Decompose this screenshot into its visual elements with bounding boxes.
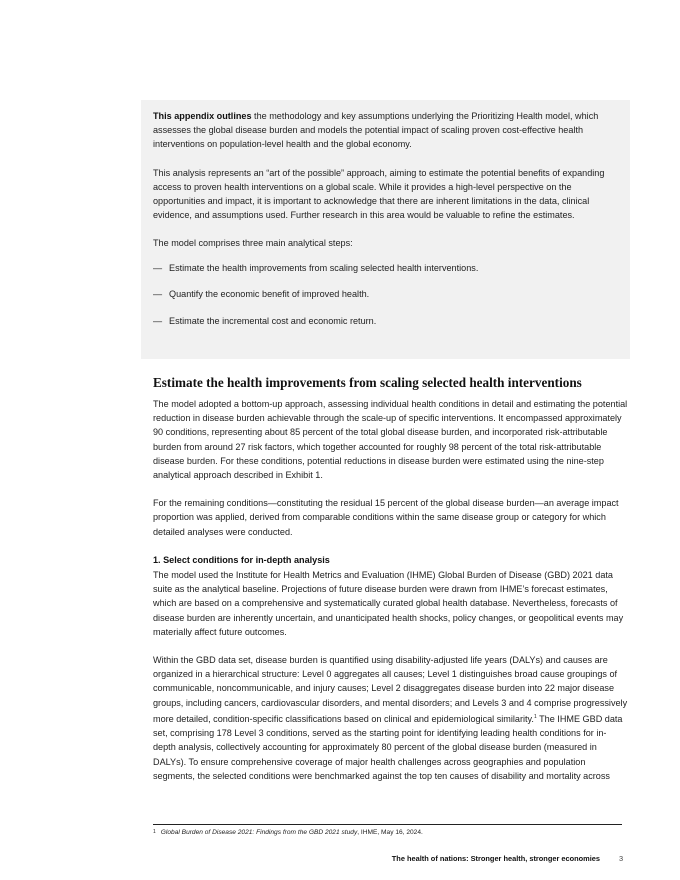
page-number: 3 (619, 854, 624, 863)
running-footer-title: The health of nations: Stronger health, stronger economies (391, 854, 600, 863)
subsection-heading: 1. Select conditions for in-depth analysis (153, 554, 330, 565)
intro-paragraph-2: This analysis represents an “art of the possible” approach, aiming to estimate the potential benefits of expanding access to proven health interventions on a global scale. While it provides a high-level perspective on the opportunities and impact, it is important to acknowledge that there are inherent limitations in the data, clinical evidence, and assumptions used. Further research in this area would be valuable to refine the estimates. (153, 167, 605, 221)
analytical-steps-list (153, 261, 618, 329)
main-body (153, 374, 628, 783)
footnote-source-rest: , IHME, May 16, 2024. (357, 829, 423, 836)
dash-bullet: — (153, 316, 163, 327)
footnote-marker: 1 (153, 829, 156, 835)
body-paragraph-2: For the remaining conditions—constituting the residual 15 percent of the global disease burden—an average impact proportion was applied, derived from comparable conditions within the same disease group or category for which detailed analyses were conducted. (153, 498, 619, 537)
dash-bullet: — (153, 262, 163, 273)
list-item-text: Quantify the economic benefit of improved health. (169, 289, 370, 300)
intro-lead-rest: the methodology and key assumptions underlying the Prioritizing Health model, which assesses the global disease burden and models the potential impact of scaling proven cost-effective health interventions on population-level health and the global economy. (153, 111, 599, 150)
body-paragraph-1: The model adopted a bottom-up approach, assessing individual health conditions in detail and estimating the potential reduction in disease burden achievable through the scale-up of specific interventions. It encompassed approximately 90 conditions, representing about 85 percent of the total global disease burden, and incorporated risk-attributable burden from around 27 risk factors, which together accounted for roughly 98 percent of the total risk-attributable disease burden. For these conditions, potential reductions in disease burden were estimated using the nine-step analytical approach described in Exhibit 1. (153, 399, 628, 481)
list-item (153, 287, 618, 301)
footnote-reference[interactable]: 1 (533, 713, 537, 720)
dash-bullet: — (153, 289, 163, 300)
appendix-intro-box (141, 100, 630, 359)
list-item (153, 314, 618, 328)
section-heading: Estimate the health improvements from scaling selected health interventions (153, 375, 582, 390)
intro-lead-bold: This appendix outlines (153, 111, 252, 121)
footnote (153, 828, 623, 837)
body-paragraph-3: The model used the Institute for Health Metrics and Evaluation (IHME) Global Burden of Disease (GBD) 2021 data suite as the analytical baseline. Projections of future disease burden were drawn from IHME’s forecast estimates, which are based on a comprehensive and systematically curated global health database. Nevertheless, forecasts of disease burden are inherently uncertain, and unanticipated health shocks, policy changes, or geopolitical events may materially affect future outcomes. (153, 570, 624, 637)
body-paragraph-4-part2: The IHME GBD data set, comprising 178 Level 3 conditions, served as the starting point for identifying leading health conditions for in-depth analysis, collectively accounting for approximately 80 percent of the global disease burden (measured in DALYs). To ensure comprehensive coverage of major health challenges across geographies and population segments, the selected conditions were benchmarked against the top ten causes of disability and mortality across (153, 713, 623, 781)
list-item (153, 261, 618, 275)
list-item-text: Estimate the incremental cost and economic return. (169, 316, 377, 327)
body-paragraph-4-part1: Within the GBD data set, disease burden is quantified using disability-adjusted life years (DALYs) and causes are organized in a hierarchical structure: Level 0 aggregates all causes; Level 1 distinguishes broad cause groupings of communicable, noncommunicable, and injury causes; Level 2 disaggregates disease burden into 22 major disease groups, including cancers, cardiovascular disorders, and mental disorders; and Levels 3 and 4 comprise progressively more detailed, condition-specific classifications based on clinical and epidemiological similarity. (153, 655, 628, 724)
footnote-divider (153, 824, 622, 825)
intro-paragraph (153, 109, 618, 152)
body-paragraph-4 (153, 653, 628, 783)
intro-paragraph-3: The model comprises three main analytical steps: (153, 238, 353, 249)
footnote-source-title: Global Burden of Disease 2021: Findings from the GBD 2021 study (160, 829, 358, 836)
list-item-text: Estimate the health improvements from scaling selected health interventions. (169, 262, 479, 273)
